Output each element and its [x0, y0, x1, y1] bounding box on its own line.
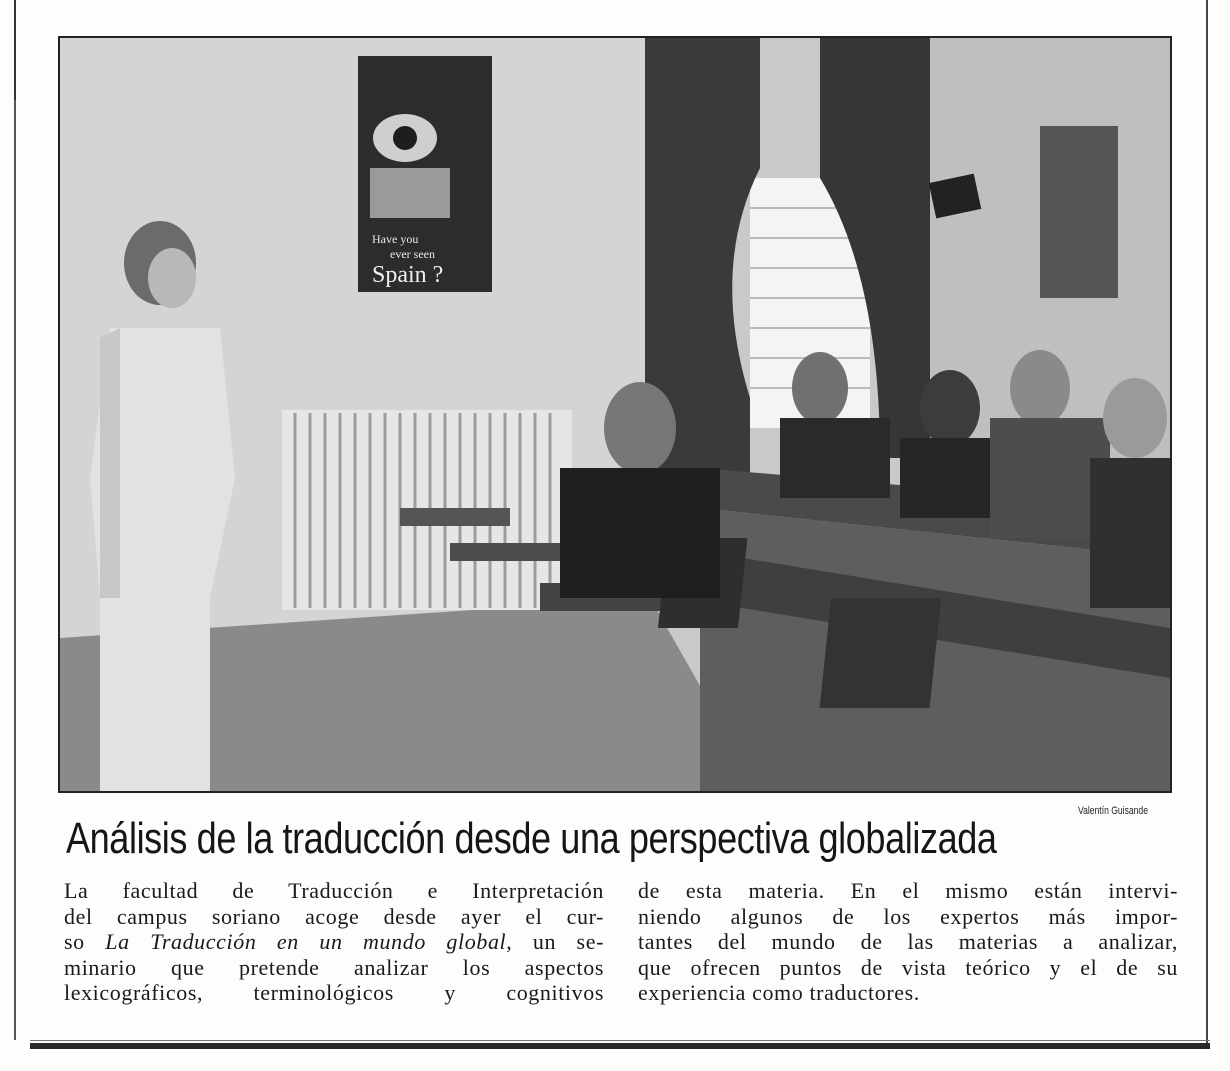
- photo-poster-panel: [370, 168, 450, 218]
- body-line: minario que pretende analizar los aspectos: [64, 954, 604, 980]
- article-body-column-1: [64, 878, 604, 1006]
- body-line: experiencia como traductores.: [638, 980, 920, 1005]
- scan-edge-left: [14, 0, 16, 100]
- body-line: del campus soriano acoge desde ayer el cur-: [64, 903, 604, 929]
- article-body-column-2: [638, 878, 1178, 1006]
- body-line: La facultad de Traducción e Interpretación: [64, 878, 604, 903]
- body-line: tantes del mundo de las materias a analizar,: [638, 929, 1178, 954]
- photo-poster-pupil: [393, 126, 417, 150]
- body-line: niendo algunos de los expertos más impor-: [638, 903, 1178, 929]
- photo-poster-text-1: Have you: [372, 232, 419, 246]
- body-line: so La Traducción en un mundo global, un se-: [64, 929, 604, 954]
- article-headline: Análisis de la traducción desde una perspectiva globalizada: [66, 814, 997, 863]
- photo-scene: [60, 38, 1170, 791]
- news-photo: [58, 36, 1172, 793]
- bottom-rule-thin: [30, 1040, 1210, 1041]
- bottom-rule: [30, 1043, 1210, 1049]
- course-title: La Traducción en un mundo global: [105, 929, 507, 954]
- photo-poster-text-2: ever seen: [390, 247, 435, 261]
- photo-credit: Valentín Guisande: [1078, 805, 1148, 817]
- body-line: lexicográficos, terminológicos y cognitivos: [64, 980, 604, 1005]
- photo-wall-poster: [1040, 126, 1118, 298]
- body-line: que ofrecen puntos de vista teórico y el de su: [638, 954, 1178, 980]
- column-rule-right: [1206, 0, 1208, 1045]
- photo-poster-text-3: Spain ?: [372, 262, 444, 288]
- body-line: de esta materia. En el mismo están intervi-: [638, 878, 1178, 903]
- scan-edge-left-lower: [14, 100, 16, 1040]
